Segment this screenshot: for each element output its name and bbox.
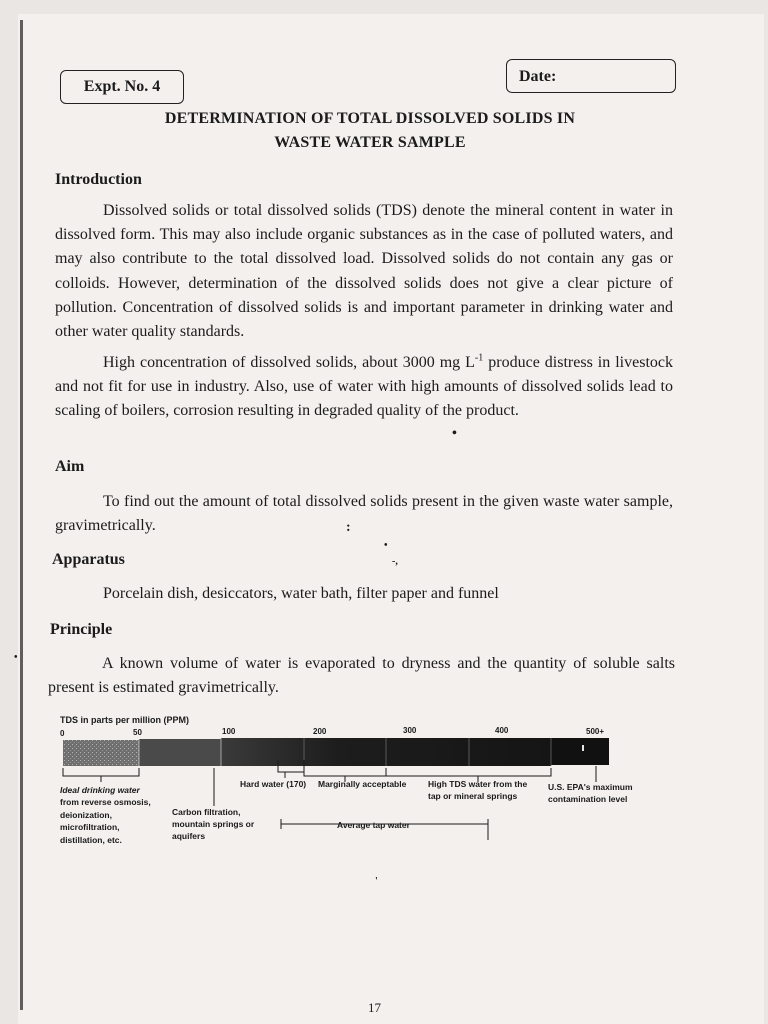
- ideal-water-label-line-3: deionization,: [60, 810, 112, 820]
- introduction-paragraph-2: High concentration of dissolved solids, about 3000 mg $L^{-1}$ produce distress in livestock and not fit for use in industry. Also, use of water with high amounts of dissolved solids lead to scaling of boilers, corrosion resulting in degraded quality of the product.: [55, 352, 673, 420]
- principle-text: A known volume of water is evaporated to dryness and the quantity of soluble salts present is estimated gravimetrically.: [48, 655, 675, 697]
- carbon-filtration-label-line-1: Carbon filtration,: [172, 807, 241, 817]
- scale-tick-label: 200: [313, 727, 327, 736]
- scale-tick-label: 500+: [586, 727, 605, 736]
- scale-tick-label: 100: [222, 727, 236, 736]
- date-box: Date:: [506, 59, 676, 93]
- carbon-filtration-label-line-3: aquifers: [172, 831, 206, 841]
- document-title-line-1: DETERMINATION OF TOTAL DISSOLVED SOLIDS IN: [164, 110, 576, 127]
- ideal-water-label-line-5: distillation, etc.: [60, 835, 122, 845]
- principle-heading: Principle: [50, 621, 113, 638]
- scale-tick-label: 300: [403, 726, 417, 735]
- ink-speck: •: [452, 426, 457, 441]
- ideal-water-label-line-1: Ideal drinking water: [60, 785, 140, 795]
- ink-speck: :: [346, 520, 351, 535]
- ideal-water-label-line-4: microfiltration,: [60, 822, 120, 832]
- page-number: 17: [368, 1000, 381, 1015]
- epa-label-line-2: contamination level: [548, 794, 628, 804]
- scale-tick-label: 0: [60, 729, 65, 738]
- aim-heading: Aim: [55, 458, 85, 475]
- experiment-number-box: Expt. No. 4: [60, 70, 184, 104]
- carbon-filtration-label-line-2: mountain springs or: [172, 819, 255, 829]
- ink-speck: -,: [392, 556, 398, 567]
- scale-segment-50-100: [139, 739, 221, 766]
- scale-tick-label: 50: [133, 728, 142, 737]
- ink-speck: •: [384, 540, 388, 551]
- ink-speck: •: [14, 652, 18, 663]
- ideal-water-label-line-2: from reverse osmosis,: [60, 797, 151, 807]
- document-title-line-2: WASTE WATER SAMPLE: [274, 134, 466, 151]
- high-tds-label-line-2: tap or mineral springs: [428, 791, 518, 801]
- epa-label-line-1: U.S. EPA's maximum: [548, 782, 633, 792]
- scale-segment-500-plus: [551, 738, 609, 765]
- average-tap-water-label: Average tap water: [337, 820, 410, 830]
- scale-title: TDS in parts per million (PPM): [60, 715, 190, 725]
- scale-tick-label: 400: [495, 726, 509, 735]
- marginally-acceptable-label: Marginally acceptable: [318, 779, 407, 789]
- high-tds-label-line-1: High TDS water from the: [428, 779, 528, 789]
- introduction-paragraph-1: Dissolved solids or total dissolved solids (TDS) denote the mineral content in water in dissolved form. This may also include organic substances as in the case of polluted waters, and may also contribute to the total dissolved load. Dissolved solids do not contain any gas or colloids. However, determination of the dissolved solids does not give a clear picture of pollution. Concentration of dissolved solids is and important parameter in drinking water and other water quality standards.: [55, 202, 673, 341]
- ink-speck: ': [375, 876, 378, 887]
- hard-water-label: Hard water (170): [240, 779, 307, 789]
- scale-segment-0-50: [63, 740, 139, 766]
- introduction-heading: Introduction: [55, 171, 142, 188]
- aim-text: To find out the amount of total dissolved solids present in the given waste water sample, gravimetrically.: [55, 493, 673, 535]
- apparatus-heading: Apparatus: [52, 551, 125, 568]
- apparatus-text: Porcelain dish, desiccators, water bath, filter paper and funnel: [103, 585, 499, 602]
